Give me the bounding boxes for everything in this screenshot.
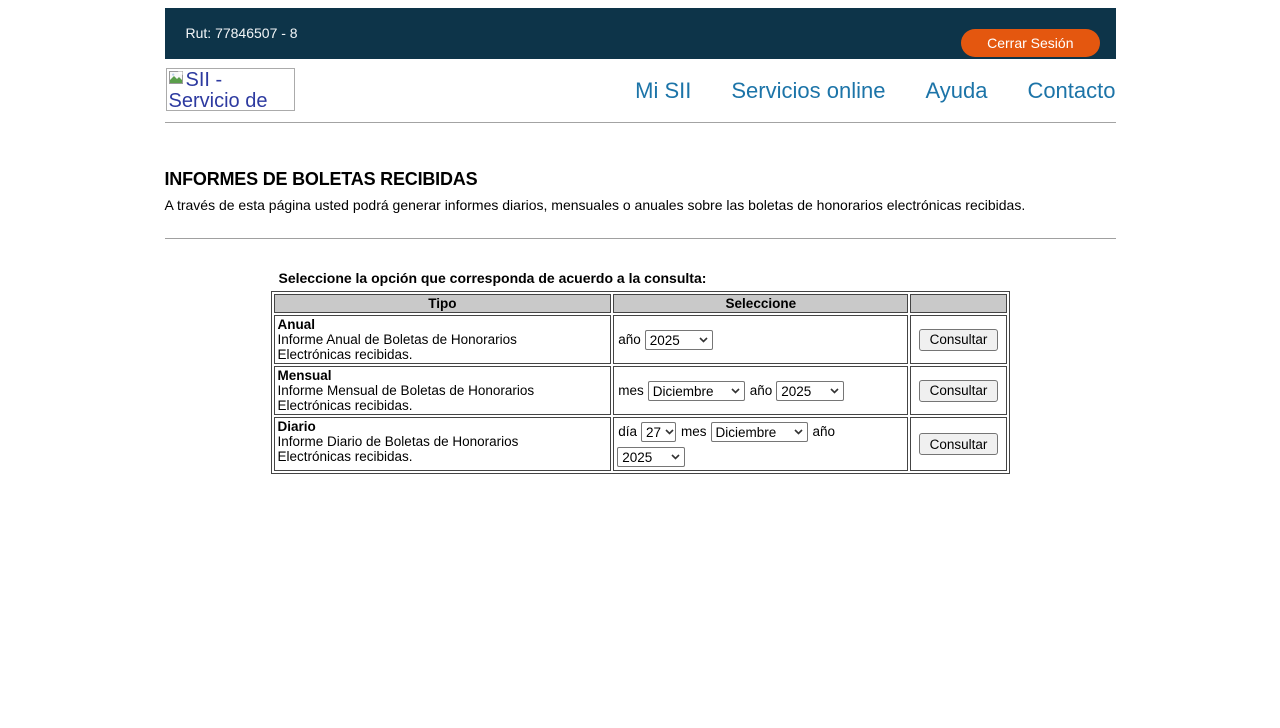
session-bar: [165, 8, 1116, 59]
mensual-mes-label: mes: [618, 383, 644, 398]
consulta-table: [271, 291, 1010, 474]
mensual-ano-label: año: [749, 383, 773, 398]
anual-title: Anual: [277, 317, 316, 332]
diario-ano-value: 2025: [622, 449, 653, 465]
column-header-seleccione: Seleccione: [613, 294, 908, 313]
table-header-row: [274, 294, 1007, 313]
divider: [165, 238, 1116, 239]
mensual-mes-select[interactable]: [648, 381, 745, 401]
mensual-ano-select[interactable]: [776, 381, 844, 401]
page-title: INFORMES DE BOLETAS RECIBIDAS: [164, 169, 478, 189]
consultar-mensual-button[interactable]: Consultar: [919, 380, 999, 402]
mensual-description: Informe Mensual de Boletas de Honorarios Electrónicas recibidas.: [277, 383, 535, 413]
nav-item-mi-sii[interactable]: Mi SII: [635, 77, 692, 103]
anual-action-cell: [910, 315, 1006, 364]
diario-title: Diario: [277, 419, 316, 434]
column-header-acciones: [910, 294, 1006, 313]
chevron-down-icon: [699, 337, 708, 343]
diario-dia-label: día: [618, 424, 637, 439]
table-row-mensual: [274, 366, 1007, 415]
broken-image-icon: [169, 71, 184, 86]
mensual-ano-value: 2025: [781, 383, 812, 399]
mensual-seleccione-cell: [613, 366, 908, 415]
nav-item-servicios-online[interactable]: Servicios online: [731, 77, 886, 103]
anual-tipo-cell: [274, 315, 612, 364]
chevron-down-icon: [830, 388, 839, 394]
consulta-caption: Seleccione la opción que corresponda de acuerdo a la consulta:: [278, 270, 707, 286]
page-description: A través de esta página usted podrá generar informes diarios, mensuales o anuales sobre las boletas de honorarios electrónicas recibidas.: [164, 197, 1026, 213]
mensual-mes-value: Diciembre: [652, 383, 714, 399]
anual-ano-value: 2025: [649, 332, 680, 348]
anual-seleccione-cell: [613, 315, 908, 364]
rut-label: Rut: 77846507 - 8: [185, 25, 298, 41]
main-nav: [635, 59, 1115, 122]
anual-description: Informe Anual de Boletas de Honorarios Electrónicas recibidas.: [277, 332, 517, 362]
diario-ano-label: año: [812, 424, 836, 439]
consultar-diario-button[interactable]: Consultar: [919, 433, 999, 455]
site-header: [165, 59, 1116, 123]
diario-action-cell: [910, 417, 1006, 471]
diario-mes-select[interactable]: [711, 422, 808, 442]
diario-ano-select[interactable]: [617, 447, 685, 467]
diario-tipo-cell: [274, 417, 612, 471]
diario-dia-value: 27: [645, 424, 662, 440]
chevron-down-icon: [731, 388, 740, 394]
anual-ano-label: año: [618, 332, 641, 347]
column-header-tipo: Tipo: [274, 294, 612, 313]
diario-mes-label: mes: [680, 424, 707, 439]
diario-mes-value: Diciembre: [715, 424, 777, 440]
diario-seleccione-cell: [613, 417, 908, 471]
mensual-tipo-cell: [274, 366, 612, 415]
consultar-anual-button[interactable]: Consultar: [919, 329, 999, 351]
chevron-down-icon: [671, 454, 680, 460]
diario-description: Informe Diario de Boletas de Honorarios Electrónicas recibidas.: [277, 434, 519, 464]
table-row-anual: [274, 315, 1007, 364]
logout-button[interactable]: Cerrar Sesión: [961, 29, 1099, 57]
nav-item-contacto[interactable]: Contacto: [1027, 77, 1116, 103]
anual-ano-select[interactable]: [645, 330, 713, 350]
chevron-down-icon: [794, 429, 803, 435]
logo-alt-text: SII - Servicio de: [168, 69, 268, 111]
consulta-section: [271, 270, 1116, 474]
sii-logo-broken-image[interactable]: [166, 68, 295, 111]
chevron-down-icon: [665, 429, 674, 435]
diario-dia-select[interactable]: [641, 422, 676, 442]
nav-item-ayuda[interactable]: Ayuda: [925, 77, 988, 103]
page-container: [165, 8, 1116, 474]
table-row-diario: [274, 417, 1007, 471]
mensual-action-cell: [910, 366, 1006, 415]
mensual-title: Mensual: [277, 368, 332, 383]
